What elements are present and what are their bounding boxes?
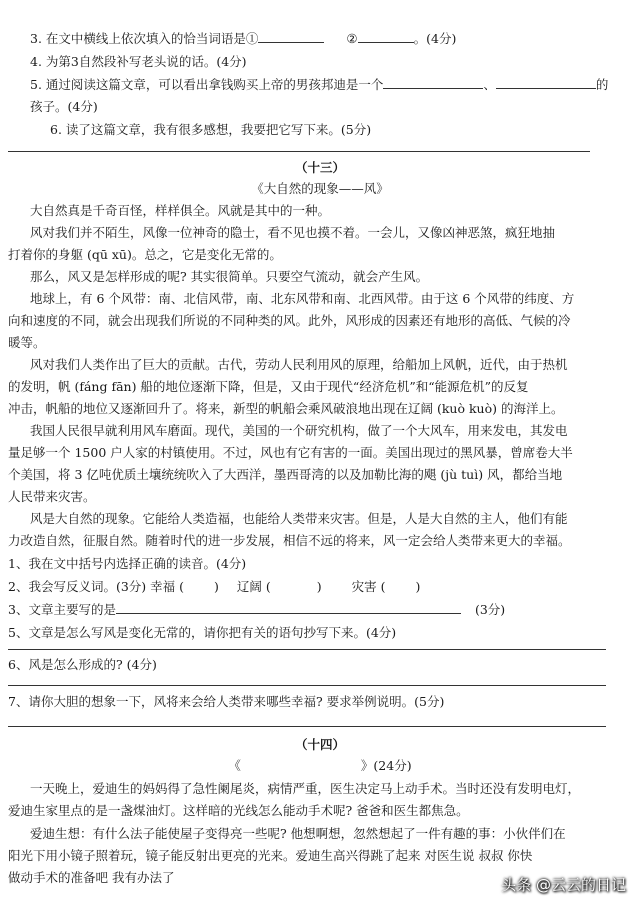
paragraph-line: 冲击，帆船的地位又逐渐回升了。将来，新型的帆船会乘风破浪地出现在辽阔 (kuò kuò) 的海洋上。 bbox=[8, 401, 564, 416]
q2-word-2: 辽阔 ( bbox=[236, 579, 271, 594]
s13-question-6: 6、风是怎么形成的? (4分) bbox=[8, 657, 157, 672]
paragraph-line: 那么，风又是怎样形成的呢? 其实很简单。只要空气流动，就会产生风。 bbox=[30, 269, 429, 284]
s13-question-3-text: 3、文章主要写的是 bbox=[8, 602, 116, 617]
paragraph-line: 一天晚上，爱迪生的妈妈得了急性阑尾炎，病情严重，医生决定马上动手术。当时还没有发明电灯， bbox=[30, 781, 581, 796]
answer-line[interactable] bbox=[8, 649, 606, 650]
paragraph-line: 大自然真是千奇百怪，样样俱全。风就是其中的一种。 bbox=[30, 203, 331, 218]
paragraph-line: 打着你的身躯 (qū xū)。总之，它是变化无常的。 bbox=[8, 247, 282, 262]
question-4: 4. 为第3自然段补写老头说的话。(4分) bbox=[30, 54, 247, 69]
answer-blank-4[interactable] bbox=[496, 77, 596, 89]
question-3-text: 3. 在文中横线上依次填入的恰当词语是① bbox=[30, 31, 259, 46]
paragraph-line: 个美国，将 3 亿吨优质土壤统统吹入了大西洋，墨西哥湾的以及加勒比海的飓 (jù tuì) 风，都给当地 bbox=[8, 467, 563, 482]
section-13-number: （十三） bbox=[294, 160, 345, 175]
q2-close-3: ) bbox=[415, 579, 421, 594]
question-3-mid: ② bbox=[346, 31, 358, 46]
paragraph-line: 爱迪生家里点的是一盏煤油灯。这样暗的光线怎么能动手术呢? 爸爸和医生都焦急。 bbox=[8, 803, 469, 818]
section-14-number: （十四） bbox=[294, 737, 345, 752]
question-5 bbox=[30, 77, 608, 93]
question-5-continued: 孩子。(4分) bbox=[30, 99, 98, 114]
question-5-end: 的 bbox=[595, 77, 609, 92]
s13-question-5: 5、文章是怎么写风是变化无常的，请你把有关的语句抄写下来。(4分) bbox=[8, 625, 397, 640]
answer-line[interactable] bbox=[8, 151, 590, 152]
answer-line[interactable] bbox=[8, 726, 606, 727]
s13-question-1: 1、我在文中括号内选择正确的读音。(4分) bbox=[8, 556, 247, 571]
answer-blank-1[interactable] bbox=[258, 31, 324, 43]
paragraph-line: 力改造自然，征服自然。随着时代的进一步发展，相信不远的将来，风一定会给人类带来更大的幸福。 bbox=[8, 533, 571, 548]
title-blank[interactable] bbox=[241, 758, 361, 770]
section-13-title: 《大自然的现象——风》 bbox=[251, 181, 389, 196]
s13-question-3 bbox=[8, 602, 505, 618]
question-6: 6. 读了这篇文章，我有很多感想，我要把它写下来。(5分) bbox=[50, 122, 372, 137]
q2-word-1: 2、我会写反义词。(3分) 幸福 ( bbox=[8, 579, 184, 594]
answer-blank-3[interactable] bbox=[383, 77, 483, 89]
question-5-sep: 、 bbox=[483, 77, 496, 92]
question-3-tail: 。(4分) bbox=[413, 31, 457, 46]
paragraph-line: 的发明，帆 (fáng fān) 船的地位逐渐下降，但是，又由于现代“经济危机”和“能源危机”的反复 bbox=[8, 379, 529, 394]
paragraph-line: 做动手术的准备吧 我有办法了 bbox=[8, 870, 175, 885]
answer-blank-2[interactable] bbox=[358, 31, 414, 43]
question-3 bbox=[30, 31, 456, 47]
question-5-text: 5. 通过阅读这篇文章，可以看出拿钱购买上帝的男孩邦迪是一个 bbox=[30, 77, 384, 92]
section-14-title bbox=[0, 758, 640, 774]
paragraph-line: 风对我们并不陌生，风像一位神奇的隐士，看不见也摸不着。一会儿，又像凶神恶煞，疯狂地抽 bbox=[30, 225, 556, 240]
q2-close-1: ) bbox=[213, 579, 219, 594]
paragraph-line: 阳光下用小镜子照着玩，镜子能反射出更亮的光来。爱迪生高兴得跳了起来 对医生说 叔叔 你快 bbox=[8, 848, 533, 863]
paragraph-line: 人民带来灾害。 bbox=[8, 489, 96, 504]
section-14-title-close: 》(24分) bbox=[360, 758, 412, 773]
paragraph-line: 向和速度的不同，就会出现我们所说的不同种类的风。此外，风形成的因素还有地形的高低、气候的冷 bbox=[8, 313, 571, 328]
section-14-title-open: 《 bbox=[228, 758, 241, 773]
s13-question-7: 7、请你大胆的想象一下，风将来会给人类带来哪些幸福? 要求举例说明。(5分) bbox=[8, 694, 445, 709]
paragraph-line: 地球上，有 6 个风带：南、北信风带，南、北东风带和南、北西风带。由于这 6 个风带的纬度、方 bbox=[30, 291, 575, 306]
paragraph-line: 暖等。 bbox=[8, 335, 46, 350]
q2-close-2: ) bbox=[316, 579, 322, 594]
paragraph-line: 风是大自然的现象。它能给人类造福，也能给人类带来灾害。但是，人是大自然的主人，他们有能 bbox=[30, 511, 568, 526]
answer-line[interactable] bbox=[8, 685, 606, 686]
paragraph-line: 风对我们人类作出了巨大的贡献。古代，劳动人民利用风的原理，给船加上风帆，近代，由于热机 bbox=[30, 357, 568, 372]
s13-question-2 bbox=[8, 579, 420, 595]
paragraph-line: 量足够一个 1500 户人家的村镇使用。不过，风也有它有害的一面。美国出现过的黑风暴，曾席卷大半 bbox=[8, 445, 573, 460]
answer-blank-5[interactable] bbox=[116, 602, 461, 614]
watermark: 头条 @云云的日记 bbox=[501, 876, 626, 895]
paragraph-line: 爱迪生想：有什么法子能使屋子变得亮一些呢? 他想啊想，忽然想起了一件有趣的事：小伙伴们在 bbox=[30, 826, 566, 841]
s13-question-3-score: (3分) bbox=[474, 602, 506, 617]
q2-word-3: 灾害 ( bbox=[351, 579, 386, 594]
paragraph-line: 我国人民很早就利用风车磨面。现代，美国的一个研究机构，做了一个大风车，用来发电，其发电 bbox=[30, 423, 568, 438]
